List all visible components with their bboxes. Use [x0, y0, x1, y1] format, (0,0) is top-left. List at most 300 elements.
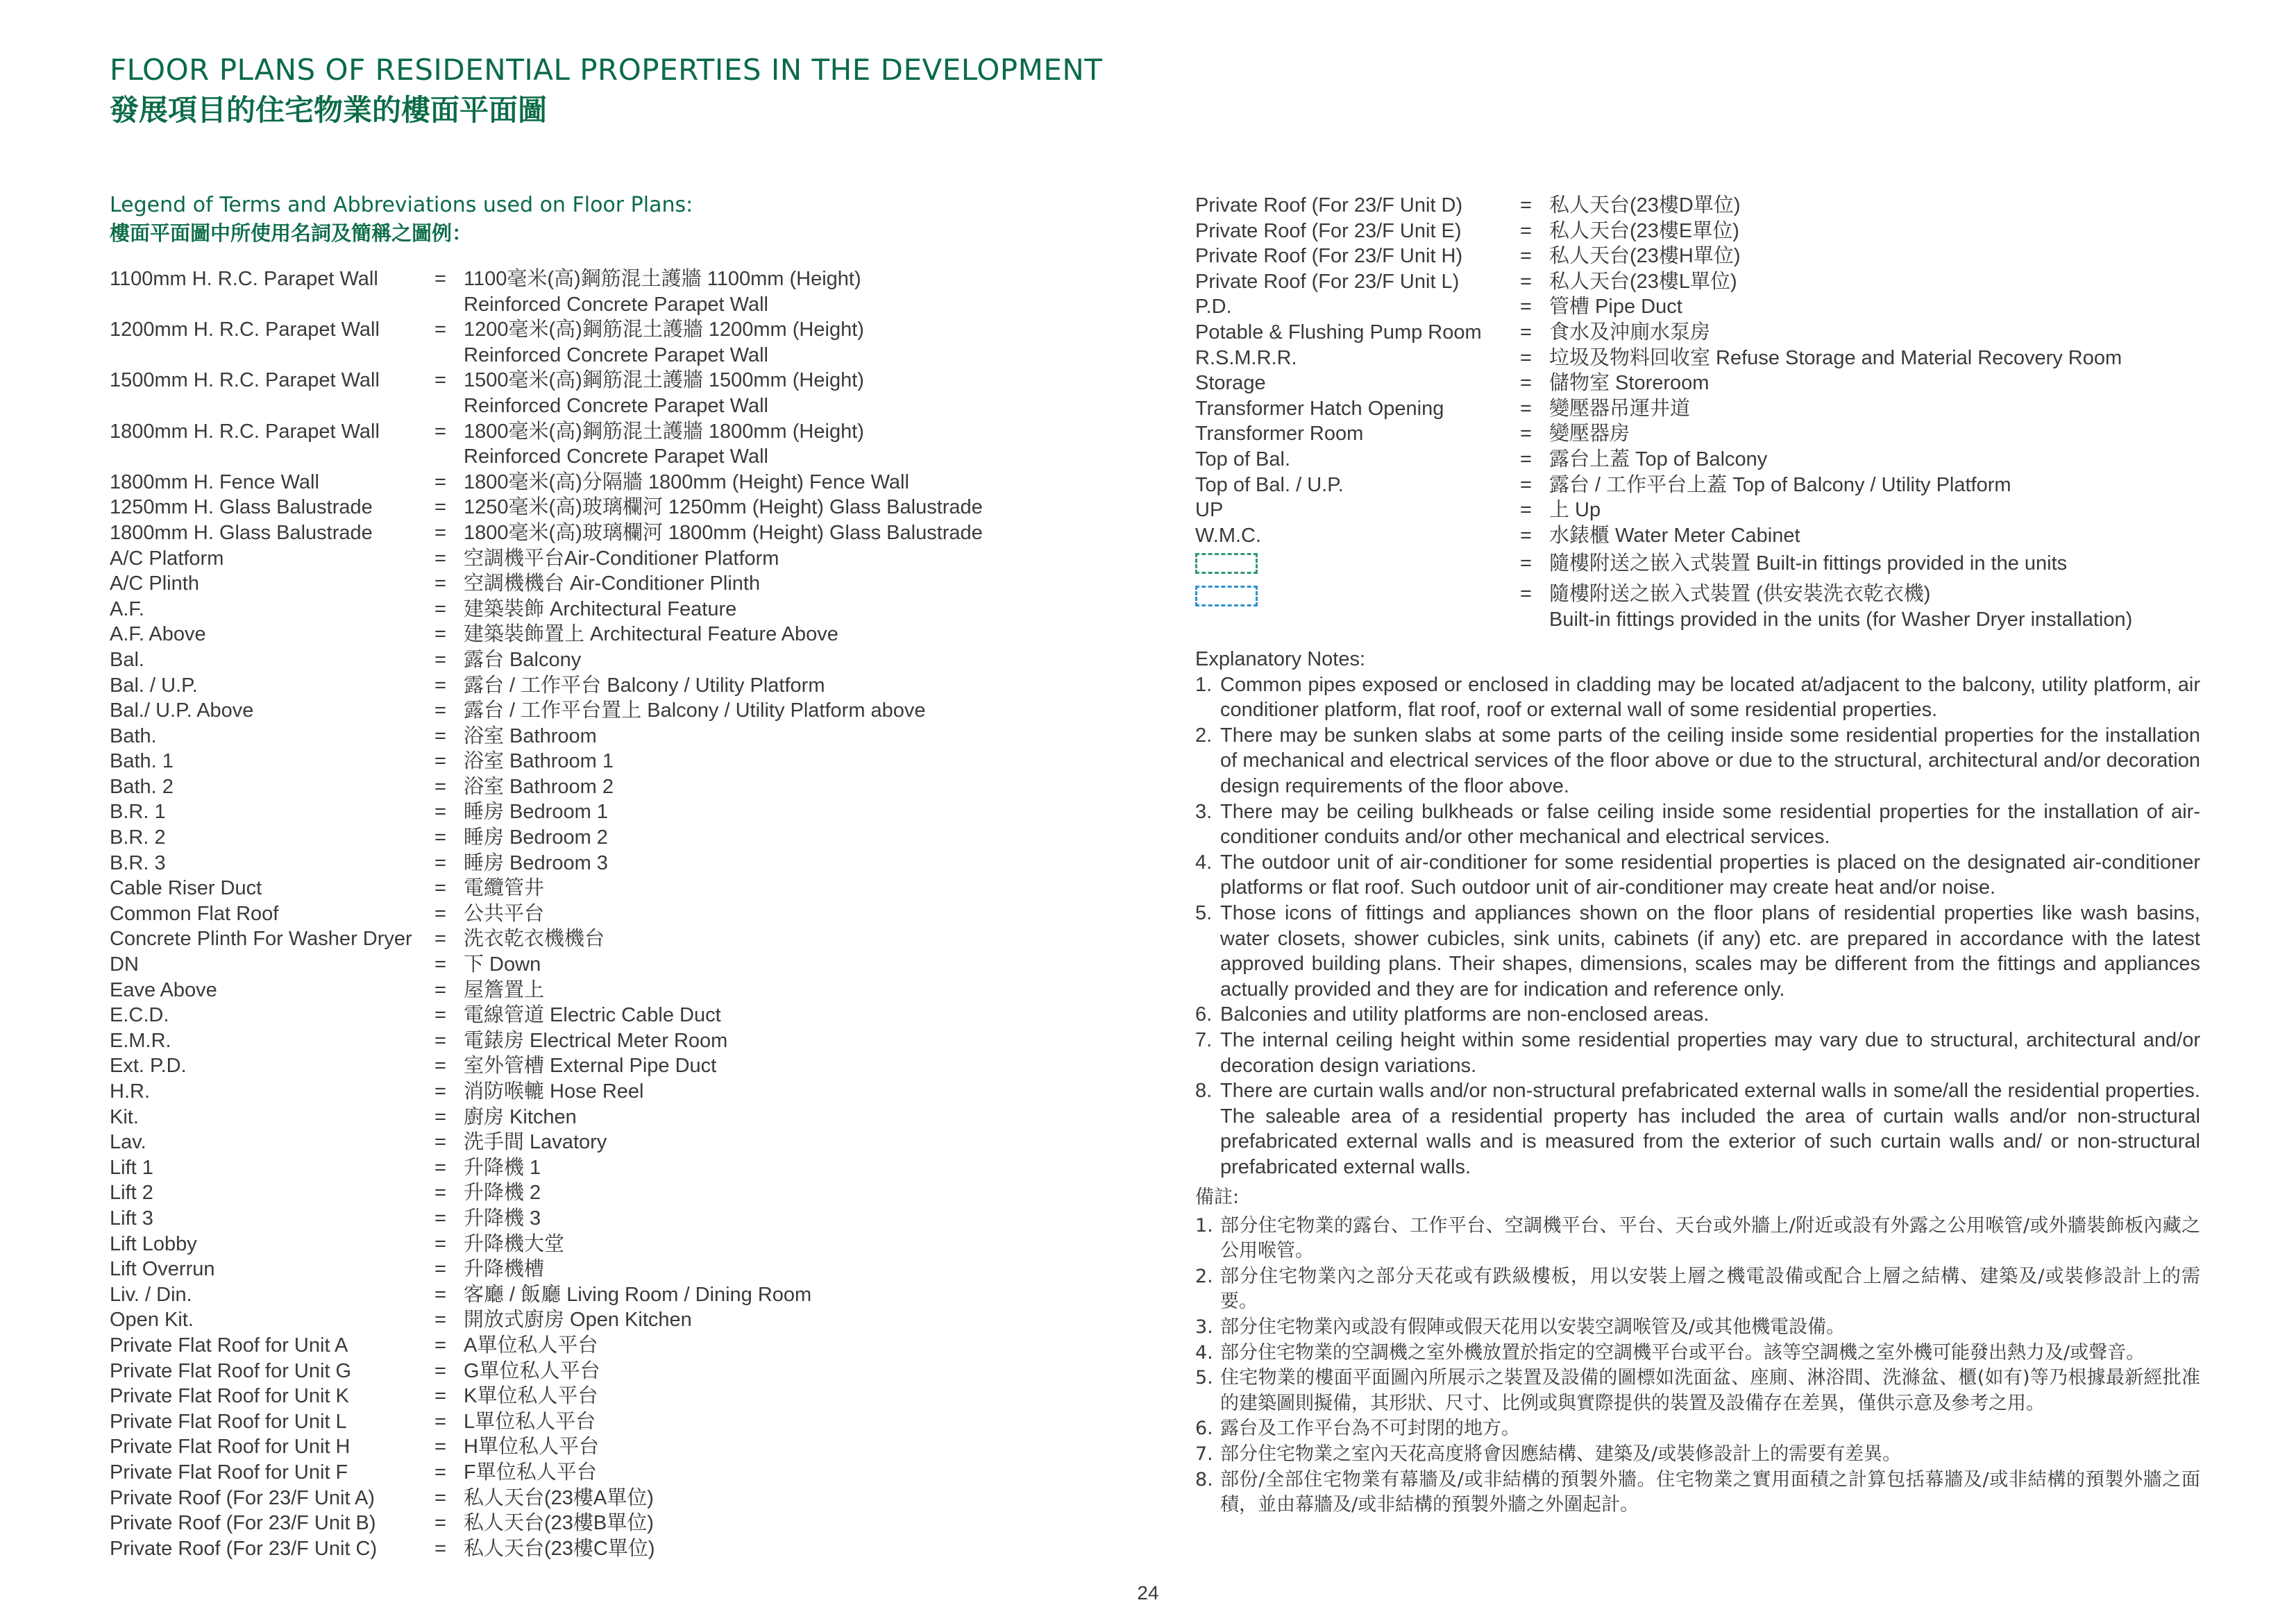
- legend-row: [1195, 498, 2202, 523]
- legend-term: Private Flat Roof for Unit A: [110, 1334, 348, 1357]
- legend-definition: [464, 774, 1012, 800]
- legend-definition-line: 廚房 Kitchen: [464, 1105, 577, 1128]
- legend-equals: =: [434, 902, 446, 925]
- legend-symbol-definition: [1549, 581, 2202, 632]
- legend-equals: =: [434, 877, 446, 900]
- legend-term: Private Flat Roof for Unit K: [110, 1385, 349, 1408]
- legend-definition: [1549, 320, 2202, 346]
- legend-term: Private Flat Roof for Unit H: [110, 1436, 351, 1459]
- legend-row: [110, 571, 1012, 597]
- legend-row: [110, 1053, 1012, 1079]
- legend-row: [1195, 269, 2202, 295]
- legend-row: [110, 597, 1012, 622]
- legend-term: 1500mm H. R.C. Parapet Wall: [110, 369, 380, 392]
- legend-equals: =: [434, 1156, 446, 1179]
- legend-term: Bal./ U.P. Above: [110, 699, 254, 722]
- legend-row: [1195, 244, 2202, 269]
- legend-row: [110, 901, 1012, 927]
- legend-term: Private Roof (For 23/F Unit H): [1195, 245, 1463, 268]
- legend-definition: [464, 1333, 1012, 1359]
- legend-list-left: [110, 266, 1012, 1561]
- legend-definition: [464, 1434, 1012, 1460]
- chinese-notes: [1195, 1185, 2200, 1518]
- legend-definition: [1549, 523, 2202, 549]
- legend-term: Private Flat Roof for Unit G: [110, 1359, 352, 1382]
- legend-row: [110, 1307, 1012, 1333]
- legend-definition: [464, 597, 1012, 622]
- note-item: [1195, 1366, 2200, 1416]
- legend-row: [110, 978, 1012, 1003]
- legend-row: [110, 1359, 1012, 1384]
- legend-equals: =: [434, 801, 446, 824]
- legend-definition-line: 升降機 1: [464, 1156, 541, 1179]
- legend-term: Private Roof (For 23/F Unit B): [110, 1512, 376, 1535]
- legend-definition-line: 電線管道 Electric Cable Duct: [464, 1004, 721, 1027]
- legend-row: [110, 266, 1012, 317]
- legend-row: [110, 952, 1012, 978]
- legend-equals: =: [434, 420, 446, 443]
- legend-definition-line: H單位私人平台: [464, 1436, 599, 1459]
- legend-definition: [464, 1105, 1012, 1130]
- legend-definition: [464, 978, 1012, 1003]
- legend-definition-line: 變壓器吊運井道: [1549, 397, 1691, 420]
- page-title: [110, 50, 1102, 130]
- legend-equals: =: [1520, 473, 1532, 496]
- page-number: 24: [1137, 1582, 1159, 1604]
- legend-definition: [1549, 269, 2202, 295]
- legend-term: Private Roof (For 23/F Unit C): [110, 1537, 378, 1560]
- legend-equals: =: [434, 369, 446, 392]
- legend-definition-line: 電纜管井: [464, 877, 545, 900]
- legend-equals: =: [434, 496, 446, 519]
- legend-definition: [464, 1511, 1012, 1536]
- legend-definition-line: 1200毫米(高)鋼筋混土護牆 1200mm (Height): [464, 318, 864, 341]
- legend-equals: =: [1520, 524, 1532, 547]
- note-number: 8.: [1195, 1468, 1213, 1490]
- legend-symbol-row: [1195, 581, 2202, 632]
- legend-equals: =: [434, 648, 446, 671]
- legend-definition: [464, 622, 1012, 647]
- legend-definition-line: Reinforced Concrete Parapet Wall: [464, 394, 768, 417]
- legend-equals: =: [434, 851, 446, 874]
- note-text: There may be sunken slabs at some parts of the ceiling inside some residential properties for the installation of mechanical and electrical services of the floor above or due to the structural, architectural and/or decoration design requirements of the floor above.: [1220, 724, 2200, 797]
- legend-term: Lift Lobby: [110, 1232, 197, 1255]
- legend-definition-line: 變壓器房: [1549, 423, 1630, 445]
- note-number: 3.: [1195, 1316, 1213, 1338]
- legend-definition-line: G單位私人平台: [464, 1359, 600, 1382]
- legend-equals: =: [1520, 194, 1532, 216]
- legend-row: [1195, 193, 2202, 219]
- legend-equals: =: [1520, 296, 1532, 318]
- legend-definition: [464, 1359, 1012, 1384]
- legend-definition-line: 露台 Balcony: [464, 648, 582, 671]
- legend-equals: =: [434, 750, 446, 773]
- legend-definition: [1549, 396, 2202, 422]
- legend-definition: [464, 1282, 1012, 1308]
- legend-term: Liv. / Din.: [110, 1283, 192, 1306]
- legend-term: Eave Above: [110, 978, 217, 1001]
- legend-definition-line: 室外管槽 External Pipe Duct: [464, 1055, 717, 1078]
- legend-row: [110, 1536, 1012, 1562]
- legend-definition-line: 電錶房 Electrical Meter Room: [464, 1029, 728, 1052]
- legend-row: [110, 1079, 1012, 1105]
- legend-term: Bal. / U.P.: [110, 674, 198, 697]
- legend-definition: [464, 495, 1012, 520]
- note-item: [1195, 672, 2200, 723]
- chinese-notes-heading: 備註:: [1195, 1187, 1240, 1208]
- title-chinese: 發展項目的住宅物業的樓面平面圖: [110, 93, 548, 127]
- legend-equals: =: [434, 1207, 446, 1230]
- legend-term: 1800mm H. Fence Wall: [110, 470, 319, 493]
- legend-term: Bath. 1: [110, 750, 174, 773]
- legend-definition-line: 私人天台(23樓E單位): [1549, 219, 1739, 242]
- note-text: Those icons of fittings and appliances shown on the floor plans of residential properties like wash basins, water closets, shower cubicles, sink units, cabinets (if any) etc. are prepared in accordance with the latest approved building plans. Their shapes, dimensions, scales may be different from the fittings and appliances actually provided and they are for indication and reference only.: [1220, 901, 2200, 1001]
- legend-row: [110, 673, 1012, 699]
- legend-equals: =: [434, 1080, 446, 1103]
- legend-definition: [464, 724, 1012, 749]
- legend-term: A/C Platform: [110, 547, 224, 570]
- legend-equals: =: [434, 1512, 446, 1535]
- legend-row: [1195, 523, 2202, 549]
- legend-definition-line: 睡房 Bedroom 2: [464, 826, 608, 849]
- legend-equals: =: [1520, 397, 1532, 420]
- legend-definition: [464, 368, 1012, 418]
- note-text: The internal ceiling height within some residential properties may vary due to structural, architectural and/or decoration design variations.: [1220, 1028, 2200, 1077]
- legend-equals: =: [434, 674, 446, 697]
- legend-definition: [464, 520, 1012, 546]
- note-text: There may be ceiling bulkheads or false ceiling inside some residential properties for the installation of air-conditioner conduits and/or other mechanical and electrical services.: [1220, 800, 2200, 849]
- legend-term: E.C.D.: [110, 1004, 169, 1027]
- legend-definition-line: 上 Up: [1549, 499, 1601, 522]
- legend-definition-line: 露台 / 工作平台上蓋 Top of Balcony / Utility Platform: [1549, 473, 2011, 496]
- legend-term: Lift 3: [110, 1207, 153, 1230]
- note-number: 2.: [1195, 1265, 1213, 1287]
- legend-definition: [1549, 473, 2202, 498]
- legend-term: Bal.: [110, 648, 144, 671]
- legend-term: Lift Overrun: [110, 1258, 215, 1281]
- legend-row: [110, 546, 1012, 572]
- legend-definition: [464, 799, 1012, 825]
- legend-definition-line: 儲物室 Storeroom: [1549, 372, 1710, 395]
- legend-definition: [1549, 244, 2202, 269]
- note-item: [1195, 1442, 2200, 1468]
- legend-equals: =: [434, 1537, 446, 1560]
- legend-equals: =: [1520, 583, 1532, 606]
- legend-definition-line: 睡房 Bedroom 1: [464, 801, 608, 824]
- legend-row: [110, 317, 1012, 368]
- legend-definition: [464, 470, 1012, 495]
- note-item: [1195, 723, 2200, 799]
- legend-row: [110, 1180, 1012, 1206]
- legend-row: [110, 368, 1012, 418]
- legend-equals: =: [434, 1232, 446, 1255]
- legend-equals: =: [434, 978, 446, 1001]
- legend-definition-line: 建築裝飾 Architectural Feature: [464, 597, 737, 620]
- legend-definition-line: 消防喉轆 Hose Reel: [464, 1080, 644, 1103]
- legend-definition: [464, 571, 1012, 597]
- legend-definition-line: 升降機 3: [464, 1207, 541, 1230]
- legend-definition-line: K單位私人平台: [464, 1385, 598, 1408]
- legend-term: Bath. 2: [110, 775, 174, 798]
- legend-term: Common Flat Roof: [110, 902, 279, 925]
- legend-definition-line: 建築裝飾置上 Architectural Feature Above: [464, 623, 838, 646]
- legend-symbol-definition: 隨樓附送之嵌入式裝置 Built-in fittings provided in the units: [1549, 552, 2068, 575]
- legend-definition: [464, 1232, 1012, 1257]
- legend-row: [110, 851, 1012, 876]
- note-item: [1195, 1078, 2200, 1180]
- legend-row: [110, 1434, 1012, 1460]
- legend-definition: [464, 1307, 1012, 1333]
- legend-equals: =: [434, 521, 446, 544]
- note-text: 部分住宅物業內或設有假陣或假天花用以安裝空調喉管及/或其他機電設備。: [1220, 1316, 1846, 1338]
- legend-row: [1195, 371, 2202, 396]
- legend-term: Private Roof (For 23/F Unit L): [1195, 270, 1460, 293]
- legend-term: Private Roof (For 23/F Unit E): [1195, 219, 1462, 242]
- legend-row: [110, 419, 1012, 470]
- legend-row: [110, 1003, 1012, 1028]
- legend-row: [110, 470, 1012, 495]
- legend-equals: =: [434, 1055, 446, 1078]
- legend-term: Transformer Hatch Opening: [1195, 397, 1444, 420]
- note-number: 5.: [1195, 901, 1213, 924]
- legend-row: [110, 1486, 1012, 1511]
- legend-row: [1195, 346, 2202, 371]
- legend-definition-line: 浴室 Bathroom 2: [464, 775, 614, 798]
- legend-definition-line: 私人天台(23樓L單位): [1549, 270, 1737, 293]
- legend-definition-line: 私人天台(23樓H單位): [1549, 245, 1741, 268]
- dashed-box-green-icon: [1195, 553, 1258, 574]
- legend-row: [110, 647, 1012, 673]
- legend-definition-line: 露台 / 工作平台置上 Balcony / Utility Platform above: [464, 699, 926, 722]
- legend-definition-line: 開放式廚房 Open Kitchen: [464, 1309, 692, 1332]
- legend-term: UP: [1195, 499, 1224, 522]
- note-number: 7.: [1195, 1443, 1213, 1465]
- legend-definition-line: 睡房 Bedroom 3: [464, 851, 608, 874]
- legend-definition: [1549, 346, 2202, 371]
- legend-definition: [464, 1053, 1012, 1079]
- legend-definition: [1549, 447, 2202, 473]
- note-item: [1195, 1214, 2200, 1264]
- legend-equals: =: [434, 1029, 446, 1052]
- legend-equals: =: [434, 1131, 446, 1154]
- legend-equals: =: [434, 724, 446, 747]
- explanatory-notes-heading: Explanatory Notes:: [1195, 648, 1366, 670]
- note-text: 部份/全部住宅物業有幕牆及/或非結構的預製外牆。住宅物業之實用面積之計算包括幕牆及/或非結構的預製外牆之面積，並由幕牆及/或非結構的預製外牆之外圍起計。: [1220, 1468, 2200, 1516]
- dashed-box-blue-icon: [1195, 586, 1258, 606]
- note-text: Common pipes exposed or enclosed in cladding may be located at/adjacent to the balcony, utility platform, air conditioner platform, flat roof, roof or external wall of some residential properties.: [1220, 673, 2200, 722]
- legend-definition-line: 下 Down: [464, 953, 541, 976]
- legend-definition: [464, 926, 1012, 952]
- legend-definition-line: 空調機機台 Air-Conditioner Plinth: [464, 572, 761, 595]
- legend-definition-line: 洗衣乾衣機機台: [464, 928, 605, 951]
- legend-term: 1200mm H. R.C. Parapet Wall: [110, 318, 380, 341]
- legend-equals: =: [1520, 499, 1532, 522]
- legend-row: [110, 1155, 1012, 1181]
- legend-definition-line: 升降機大堂: [464, 1232, 565, 1255]
- legend-definition-line: 升降機 2: [464, 1182, 541, 1205]
- legend-row: [1195, 219, 2202, 244]
- legend-heading-english: Legend of Terms and Abbreviations used on Floor Plans:: [110, 193, 693, 217]
- legend-row: [110, 1282, 1012, 1308]
- note-number: 4.: [1195, 1341, 1213, 1363]
- note-number: 6.: [1195, 1003, 1213, 1026]
- legend-definition-line: 洗手間 Lavatory: [464, 1131, 607, 1154]
- legend-definition-line: 浴室 Bathroom 1: [464, 750, 614, 773]
- legend-definition-line: Reinforced Concrete Parapet Wall: [464, 293, 768, 316]
- legend-term: Private Flat Roof for Unit L: [110, 1410, 347, 1433]
- legend-definition: [464, 876, 1012, 901]
- legend-equals: =: [434, 1182, 446, 1205]
- legend-equals: =: [1520, 245, 1532, 268]
- legend-term: Bath.: [110, 724, 157, 747]
- legend-equals: =: [434, 699, 446, 722]
- note-item: [1195, 850, 2200, 901]
- legend-definition-line: 浴室 Bathroom: [464, 724, 597, 747]
- legend-definition-line: 私人天台(23樓B單位): [464, 1512, 654, 1535]
- legend-row: [110, 825, 1012, 851]
- legend-definition-line: 管槽 Pipe Duct: [1549, 296, 1682, 318]
- legend-term: 1800mm H. R.C. Parapet Wall: [110, 420, 380, 443]
- note-number: 2.: [1195, 724, 1213, 747]
- legend-equals: =: [434, 1359, 446, 1382]
- legend-heading: [110, 192, 693, 247]
- legend-term: Private Roof (For 23/F Unit A): [110, 1486, 375, 1509]
- legend-term: Kit.: [110, 1105, 139, 1128]
- legend-equals: =: [434, 268, 446, 290]
- legend-definition: [464, 1180, 1012, 1206]
- legend-definition: [464, 546, 1012, 572]
- legend-term: Storage: [1195, 372, 1266, 395]
- legend-definition-line: 露台上蓋 Top of Balcony: [1549, 448, 1768, 470]
- legend-row: [1195, 294, 2202, 320]
- legend-definition: [464, 952, 1012, 978]
- note-text: 部分住宅物業內之部分天花或有跌級樓板，用以安裝上層之機電設備或配合上層之結構、建築及/或裝修設計上的需要。: [1220, 1265, 2200, 1313]
- note-text: The outdoor unit of air-conditioner for some residential properties is placed on the designated air-conditioner platforms or flat roof. Such outdoor unit of air-conditioner may create heat and/or noise.: [1220, 851, 2200, 899]
- legend-equals: =: [1520, 270, 1532, 293]
- legend-equals: =: [1520, 552, 1532, 575]
- note-text: 部分住宅物業的露台、工作平台、空調機平台、平台、天台或外牆上/附近或設有外露之公用喉管/或外牆裝飾板內藏之公用喉管。: [1220, 1214, 2200, 1262]
- legend-definition: [464, 1155, 1012, 1181]
- legend-equals: =: [1520, 372, 1532, 395]
- legend-definition: [464, 1486, 1012, 1511]
- legend-term: Ext. P.D.: [110, 1055, 187, 1078]
- legend-definition: [464, 901, 1012, 927]
- note-number: 1.: [1195, 1214, 1213, 1237]
- legend-equals: =: [434, 1334, 446, 1357]
- legend-equals: =: [434, 318, 446, 341]
- legend-row: [110, 698, 1012, 724]
- legend-definition-line: 客廳 / 飯廳 Living Room / Dining Room: [464, 1283, 812, 1306]
- legend-definition-line: 空調機平台Air-Conditioner Platform: [464, 547, 779, 570]
- legend-definition-line: 私人天台(23樓C單位): [464, 1537, 655, 1560]
- legend-equals: =: [434, 1004, 446, 1027]
- legend-term: E.M.R.: [110, 1029, 171, 1052]
- legend-symbol-row: [1195, 548, 2202, 579]
- legend-definition-line: 公共平台: [464, 902, 545, 925]
- legend-definition-line: Reinforced Concrete Parapet Wall: [464, 343, 768, 366]
- legend-definition: [464, 419, 1012, 470]
- legend-definition: [464, 1409, 1012, 1435]
- note-text: 露台及工作平台為不可封閉的地方。: [1220, 1418, 1520, 1440]
- legend-equals: =: [434, 1105, 446, 1128]
- legend-equals: =: [434, 826, 446, 849]
- legend-term: Lav.: [110, 1131, 146, 1154]
- legend-equals: =: [434, 1309, 446, 1332]
- note-item: [1195, 1002, 2200, 1028]
- legend-symbol-definition-zh: 隨樓附送之嵌入式裝置 (供安裝洗衣乾衣機): [1549, 583, 1931, 606]
- legend-term: A/C Plinth: [110, 572, 199, 595]
- legend-definition: [464, 317, 1012, 368]
- legend-equals: =: [1520, 448, 1532, 470]
- legend-term: Lift 2: [110, 1182, 153, 1205]
- explanatory-notes: [1195, 647, 2200, 1180]
- legend-term: H.R.: [110, 1080, 150, 1103]
- legend-term: B.R. 3: [110, 851, 166, 874]
- legend-row: [110, 876, 1012, 901]
- legend-definition-line: L單位私人平台: [464, 1410, 596, 1433]
- legend-definition: [464, 1460, 1012, 1486]
- legend-definition: [464, 647, 1012, 673]
- legend-equals: =: [434, 1385, 446, 1408]
- legend-definition: [464, 1028, 1012, 1054]
- legend-definition-line: 1250毫米(高)玻璃欄河 1250mm (Height) Glass Balustrade: [464, 496, 983, 519]
- legend-term: Private Roof (For 23/F Unit D): [1195, 194, 1463, 216]
- legend-term: R.S.M.R.R.: [1195, 346, 1297, 369]
- legend-definition: [1549, 421, 2202, 447]
- legend-definition-line: 食水及沖廁水泵房: [1549, 321, 1711, 343]
- legend-equals: =: [1520, 423, 1532, 445]
- legend-equals: =: [434, 547, 446, 570]
- legend-term: Transformer Room: [1195, 423, 1364, 445]
- legend-term: Private Flat Roof for Unit F: [110, 1461, 348, 1484]
- legend-equals: =: [1520, 346, 1532, 369]
- note-number: 5.: [1195, 1367, 1213, 1389]
- legend-term: Lift 1: [110, 1156, 153, 1179]
- legend-definition: [1549, 193, 2202, 219]
- note-item: [1195, 1468, 2200, 1518]
- note-number: 7.: [1195, 1028, 1213, 1051]
- note-item: [1195, 1028, 2200, 1078]
- legend-row: [110, 724, 1012, 749]
- legend-row: [110, 1232, 1012, 1257]
- note-item: [1195, 1341, 2200, 1366]
- legend-equals: =: [1520, 321, 1532, 343]
- legend-definition: [464, 1130, 1012, 1155]
- legend-row: [110, 749, 1012, 774]
- legend-equals: =: [434, 623, 446, 646]
- legend-term: P.D.: [1195, 296, 1232, 318]
- legend-row: [1195, 421, 2202, 447]
- legend-term: Top of Bal. / U.P.: [1195, 473, 1344, 496]
- legend-definition-line: 垃圾及物料回收室 Refuse Storage and Material Recovery Room: [1549, 346, 2122, 369]
- legend-row: [110, 495, 1012, 520]
- legend-definition: [1549, 498, 2202, 523]
- legend-equals: =: [434, 572, 446, 595]
- legend-row: [110, 1460, 1012, 1486]
- legend-equals: =: [434, 1461, 446, 1484]
- legend-equals: =: [434, 1283, 446, 1306]
- legend-equals: =: [434, 928, 446, 951]
- legend-term: Open Kit.: [110, 1309, 194, 1332]
- legend-row: [1195, 320, 2202, 346]
- legend-row: [110, 926, 1012, 952]
- note-text: Balconies and utility platforms are non-enclosed areas.: [1220, 1003, 1710, 1026]
- legend-term: 1800mm H. Glass Balustrade: [110, 521, 373, 544]
- legend-definition-line: 升降機槽: [464, 1258, 545, 1281]
- legend-definition: [464, 266, 1012, 317]
- legend-term: B.R. 1: [110, 801, 166, 824]
- note-item: [1195, 1264, 2200, 1315]
